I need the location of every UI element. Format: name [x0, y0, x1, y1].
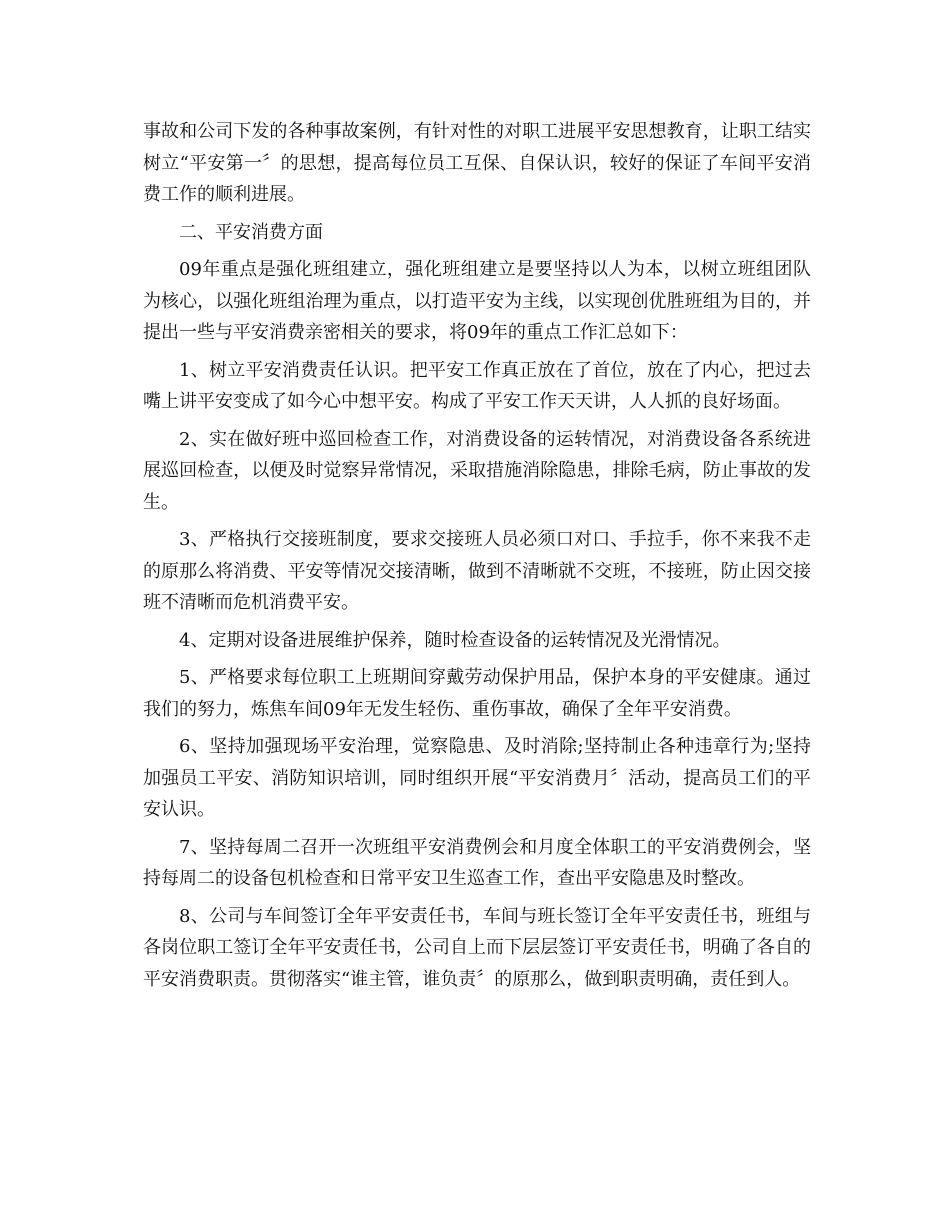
section-heading: 二、平安消费方面	[179, 221, 323, 243]
list-item-3: 3、严格执行交接班制度，要求交接班人员必须口对口、手拉手，你不来我不走的原那么将消费、平安等情况交接清晰，做到不清晰就不交班，不接班，防止因交接班不清晰而危机消费平安。	[143, 529, 811, 613]
list-item-2: 2、实在做好班中巡回检查工作，对消费设备的运转情况，对消费设备各系统进展巡回检查，以便及时觉察异常情况，采取措施消除隐患，排除毛病，防止事故的发生。	[143, 428, 811, 513]
list-item-1: 1、树立平安消费责任认识。把平安工作真正放在了首位，放在了内心，把过去嘴上讲平安变成了如今心中想平安。构成了平安工作天天讲，人人抓的良好场面。	[143, 359, 811, 412]
list-item-8: 8、公司与车间签订全年平安责任书，车间与班长签订全年平安责任书，班组与各岗位职工签订全年平安责任书，公司自上而下层层签订平安责任书，明确了各自的平安消费职责。贯彻落实“谁主管，谁负责〞的原那么，做到职责明确，责任到人。	[143, 905, 811, 990]
list-item-5: 5、严格要求每位职工上班期间穿戴劳动保护用品，保护本身的平安健康。通过我们的努力，炼焦车间09年无发生轻伤、重伤事故，确保了全年平安消费。	[143, 667, 811, 720]
list-item-6: 6、坚持加强现场平安治理，觉察隐患、及时消除;坚持制止各种违章行为;坚持加强员工平安、消防知识培训，同时组织开展“平安消费月〞活动，提高员工们的平安认识。	[143, 736, 811, 820]
list-item-4: 4、定期对设备进展维护保养，随时检查设备的运转情况及光滑情况。	[179, 629, 731, 651]
document-body	[143, 116, 811, 995]
paragraph-continuation: 事故和公司下发的各种事故案例，有针对性的对职工进展平安思想教育，让职工结实树立“平安第一〞的思想，提高每位员工互保、自保认识，较好的保证了车间平安消费工作的顺利进展。	[143, 121, 811, 205]
list-item-7: 7、坚持每周二召开一次班组平安消费例会和月度全体职工的平安消费例会，坚持每周二的设备包机检查和日常平安卫生巡查工作，查出平安隐患及时整改。	[143, 836, 811, 889]
paragraph-intro: 09年重点是强化班组建立，强化班组建立是要坚持以人为本，以树立班组团队为核心，以强化班组治理为重点，以打造平安为主线，以实现创优胜班组为目的，并提出一些与平安消费亲密相关的要求，将09年的重点工作汇总如下：	[143, 259, 811, 343]
